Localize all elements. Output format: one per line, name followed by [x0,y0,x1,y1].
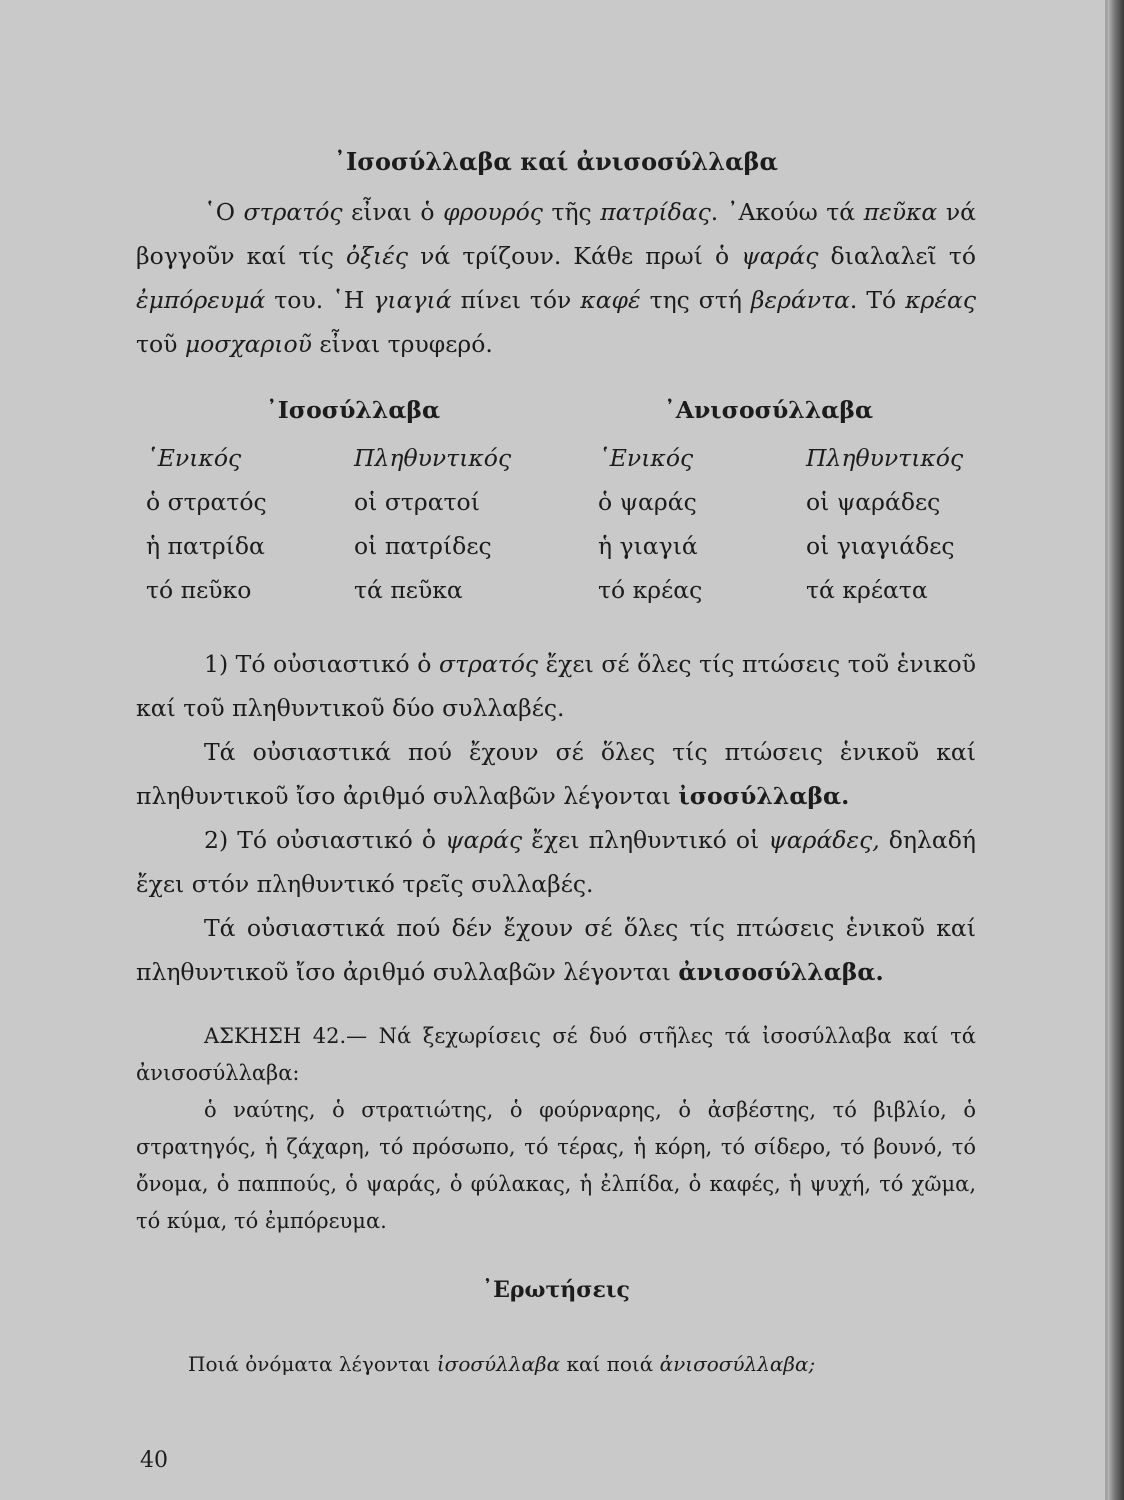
intro-text: ῾Ο [204,198,244,226]
intro-example-word: κρέας [905,286,977,314]
intro-text: τῆς [542,198,601,226]
rule-2-text-end: δηλαδή ἔχει στόν πληθυντικό τρεῖς συλλαβές. [136,826,976,898]
exercise-42 [136,1018,976,1240]
intro-example-word: μοσχαριοῦ [184,330,312,358]
rule-1-text-end: ἔχει σέ ὅλες τίς πτώσεις τοῦ ἑνικοῦ καί τοῦ πληθυντικοῦ δύο συλλαβές. [136,650,976,722]
intro-example-word: πεῦκα [863,198,938,226]
page-number: 40 [140,1448,168,1473]
table-cell: τά πεῦκα [354,576,463,604]
intro-text: . Τό [849,286,906,314]
table-cell: τό πεῦκο [146,576,252,604]
rule-1-definition-text: Τά οὐσιαστικά πού ἔχουν σέ ὅλες τίς πτώσεις ἑνικοῦ καί πληθυντικοῦ ἴσο ἀριθμό συλλαβῶν λέγονται [136,738,976,810]
page-content [136,140,976,1386]
intro-paragraph [136,190,976,366]
header-singular-2: ῾Ενικός [598,444,694,472]
table-cell: ἡ γιαγιά [598,532,698,560]
table-cell: τά κρέατα [806,576,928,604]
exercise-words: ὁ ναύτης, ὁ στρατιώτης, ὁ φούρναρης, ὁ ἀσβέστης, τό βιβλίο, ὁ στρατηγός, ἡ ζάχαρη, τό πρόσωπο, τό τέρας, ἡ κόρη, τό σίδερο, τό βουνό, τό ὄνομα, ὁ παππούς, ὁ ψαράς, ὁ φύλακας, ἡ ἐλπίδα, ὁ καφές, ἡ ψυχή, τό χῶμα, τό κύμα, τό ἐμπόρευμα. [136,1098,976,1233]
header-plural-2: Πληθυντικός [806,444,964,472]
intro-text: νά τρίζουν. Κάθε πρωί ὁ [408,242,742,270]
rule-2-example-plural: ψαράδες, [768,826,880,854]
question-term-2: ἀνισοσύλλαβα; [659,1352,816,1376]
rule-2-text: 2) Τό οὐσιαστικό ὁ [204,826,446,854]
table-row [136,524,976,568]
intro-example-word: ψαράς [741,242,819,270]
intro-example-word: στρατός [243,198,343,226]
anisosyllaba-heading: ᾿Ανισοσύλλαβα [664,396,874,424]
term-anisosyllaba: ἀνισοσύλλαβα. [678,958,884,986]
table-cell: τό κρέας [598,576,703,604]
header-plural-1: Πληθυντικός [354,444,512,472]
rule-1 [136,642,976,730]
declension-table [136,436,976,612]
intro-example-word: ὀξιές [345,242,409,270]
column-group-headings [136,382,976,436]
table-row [136,568,976,612]
questions-title: ᾿Ερωτήσεις [482,1277,630,1303]
intro-example-word: βεράντα [750,286,850,314]
rule-2-definition [136,906,976,994]
intro-example-word: πατρίδας [600,198,711,226]
intro-text: διαλαλεῖ τό [818,242,976,270]
intro-example-word: γιαγιά [373,286,452,314]
term-isosyllaba: ἰσοσύλλαβα. [678,782,850,810]
rule-2-example: ψαράς [445,826,523,854]
section-title: ᾿Ισοσύλλαβα καί ἀνισοσύλλαβα [334,147,778,176]
intro-text: νά βογγοῦν καί τίς [136,198,976,270]
table-cell: οἱ ψαράδες [806,488,941,516]
header-singular-1: ῾Ενικός [146,444,242,472]
intro-example-word: φρουρός [443,198,543,226]
rule-2-text-mid: ἔχει πληθυντικό οἱ [522,826,769,854]
table-cell: οἱ στρατοί [354,488,480,516]
exercise-prompt: ΑΣΚΗΣΗ 42.— Νά ξεχωρίσεις σέ δυό στῆλες τά ἰσοσύλλαβα καί τά ἀνισοσύλλαβα: [136,1024,976,1085]
question [136,1342,976,1386]
table-cell: οἱ γιαγιάδες [806,532,955,560]
intro-text: εἶναι ὁ [342,198,444,226]
question-text: Ποιά ὀνόματα λέγονται [188,1352,437,1376]
table-cell: ἡ πατρίδα [146,532,265,560]
table-cell: ὁ στρατός [146,488,267,516]
rule-2 [136,818,976,906]
intro-text: τοῦ [136,330,185,358]
intro-text: της στή [640,286,751,314]
page-edge [1108,0,1124,1500]
table-row [136,480,976,524]
question-term-1: ἰσοσύλλαβα [436,1352,561,1376]
table-cell: οἱ πατρίδες [354,532,492,560]
intro-text: εἶναι τρυφερό. [311,330,493,358]
question-text-mid: καί ποιά [560,1352,660,1376]
rule-1-definition [136,730,976,818]
table-header-row [136,436,976,480]
table-cell: ὁ ψαράς [598,488,697,516]
rule-1-text: 1) Τό οὐσιαστικό ὁ [204,650,439,678]
isosyllaba-heading: ᾿Ισοσύλλαβα [266,396,441,424]
rule-1-example: στρατός [438,650,539,678]
intro-text: του. ῾Η [265,286,374,314]
intro-text: . ᾿Ακούω τά [710,198,864,226]
intro-example-word: καφέ [580,286,641,314]
intro-example-word: ἐμπόρευμά [136,286,266,314]
intro-text: πίνει τόν [451,286,581,314]
rule-2-definition-text: Τά οὐσιαστικά πού δέν ἔχουν σέ ὅλες τίς πτώσεις ἑνικοῦ καί πληθυντικοῦ ἴσο ἀριθμό συλλαβῶν λέγονται [136,914,976,986]
rules-section [136,642,976,994]
